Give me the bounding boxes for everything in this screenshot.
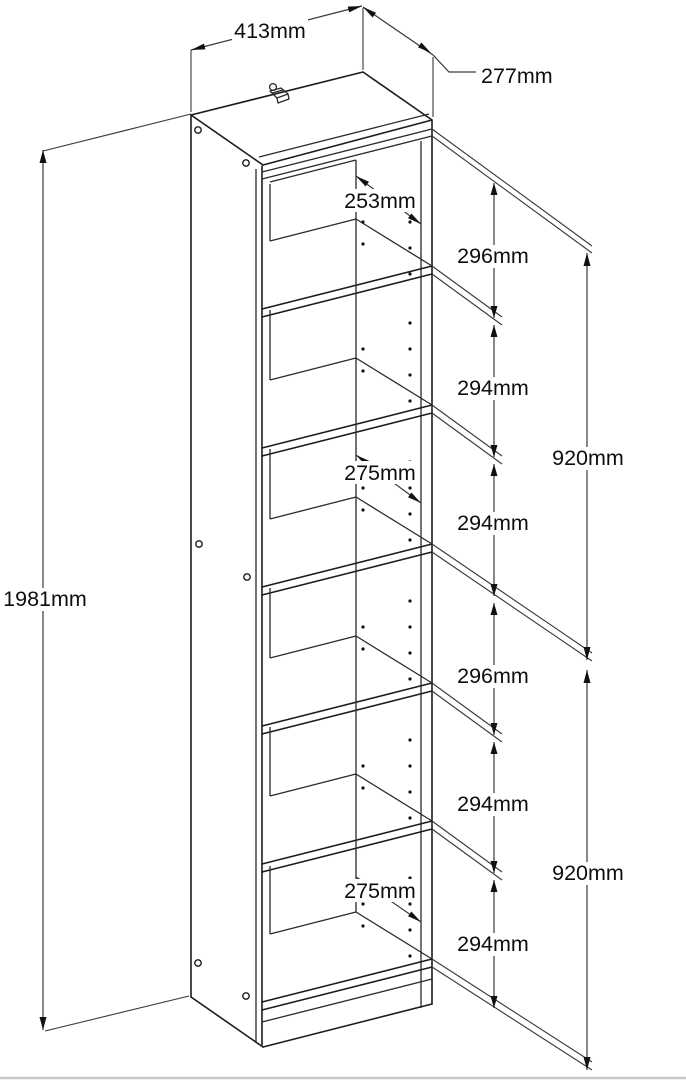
dimension-height: [2, 114, 191, 1031]
arrowhead: [40, 150, 47, 163]
dim-label-spacing-3: 294mm: [457, 511, 529, 535]
dimension-depth: [363, 7, 553, 117]
dimension-width: [191, 6, 363, 112]
dim-label-section-lower: 920mm: [552, 861, 624, 885]
dim-label-opening-top: 253mm: [344, 189, 416, 213]
shelf-1-front: [262, 266, 432, 317]
dim-label-depth: 277mm: [481, 64, 553, 88]
dim-label-height: 1981mm: [3, 587, 87, 611]
dimension-shelf-spacing: [432, 129, 592, 1070]
dimension-openings: [340, 176, 421, 922]
ceiling-band: [262, 129, 432, 179]
top-panel: [191, 72, 432, 165]
dim-label-width: 413mm: [234, 19, 306, 43]
dim-label-spacing-2: 294mm: [457, 376, 529, 400]
dim-label-opening-middle: 275mm: [344, 461, 416, 485]
arrowhead: [418, 43, 431, 54]
shelf-2-front: [262, 405, 432, 456]
dim-label-spacing-4: 296mm: [457, 664, 529, 688]
top-panel-front-edge: [259, 114, 429, 157]
shelf-pin-holes: [363, 196, 410, 956]
dim-label-spacing-6: 294mm: [457, 932, 529, 956]
arrowhead: [348, 6, 362, 12]
dimension-sections: [549, 253, 627, 1070]
dim-label-section-upper: 920mm: [552, 446, 624, 470]
shelf-4-front: [262, 683, 432, 734]
arrowhead: [363, 7, 376, 18]
shelf-3-front: [262, 544, 432, 595]
arrowhead: [40, 1017, 47, 1030]
shelf-5-front: [262, 821, 432, 872]
bottom-panel-front: [262, 959, 432, 1010]
dim-label-opening-bottom: 275mm: [344, 879, 416, 903]
cam-holes: [195, 127, 250, 999]
dim-label-spacing-1: 296mm: [457, 244, 529, 268]
left-panel-bottom-edge: [191, 997, 263, 1047]
front-bottom-edge: [263, 1004, 432, 1047]
dim-label-spacing-5: 294mm: [457, 792, 529, 816]
base-rail: [262, 979, 432, 1022]
arrowhead: [191, 44, 205, 50]
